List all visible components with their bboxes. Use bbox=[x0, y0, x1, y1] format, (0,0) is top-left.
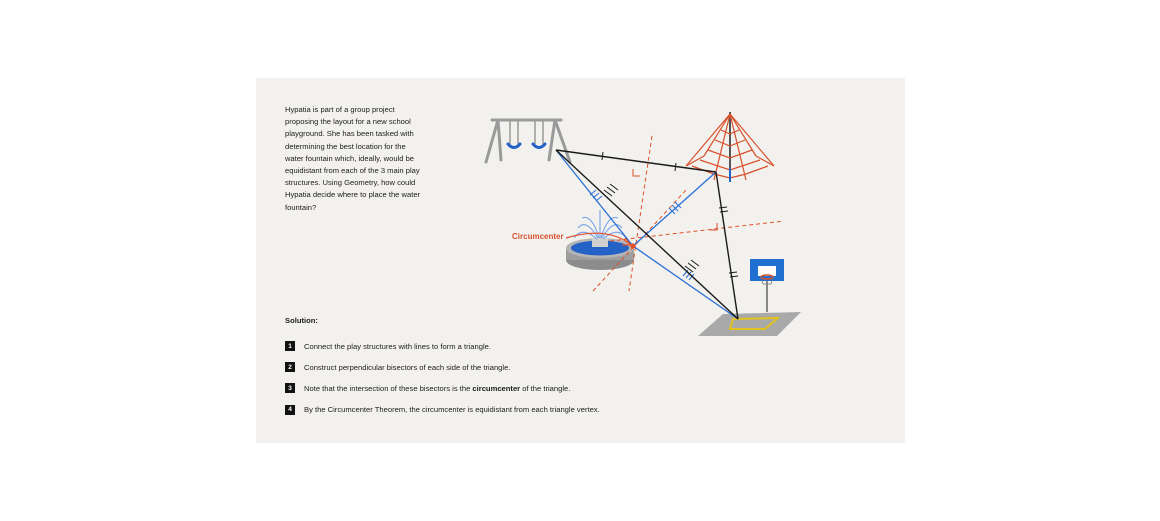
step-text: Construct perpendicular bisectors of each side of the triangle. bbox=[304, 362, 511, 372]
step-text: Note that the intersection of these bisectors is the circumcenter of the triangle. bbox=[304, 383, 571, 393]
triangle-side bbox=[716, 172, 738, 319]
radius-line bbox=[556, 150, 633, 246]
step-number: 2 bbox=[285, 362, 295, 372]
problem-card bbox=[256, 78, 905, 443]
step-number: 4 bbox=[285, 405, 295, 415]
right-angle-marker bbox=[633, 169, 640, 176]
radius-line bbox=[633, 172, 716, 246]
swing-set-icon bbox=[486, 120, 570, 162]
step-number: 3 bbox=[285, 383, 295, 393]
basketball-hoop-icon bbox=[750, 259, 784, 312]
problem-text: Hypatia is part of a group project proposing the layout for a new school playground. She has been tasked with determining the best location for the water fountain which, ideally, would be equidistant from each of the 3 main play structures. Using Geometry, how could Hypatia decide where to place the water fountain? bbox=[285, 105, 421, 212]
climbing-net-icon bbox=[686, 112, 774, 182]
circumcenter-label: Circumcenter bbox=[512, 232, 564, 241]
bisector-line bbox=[629, 136, 652, 291]
step-number: 1 bbox=[285, 341, 295, 351]
solution-title: Solution: bbox=[285, 316, 318, 325]
circumcenter-diagram bbox=[256, 78, 905, 443]
step-text: Connect the play structures with lines to form a triangle. bbox=[304, 341, 491, 351]
step-text: By the Circumcenter Theorem, the circumcenter is equidistant from each triangle vertex. bbox=[304, 405, 600, 415]
court-icon bbox=[698, 312, 801, 336]
triangle-side bbox=[556, 150, 716, 172]
radius-line bbox=[633, 246, 738, 319]
circumcenter-point bbox=[630, 243, 635, 248]
